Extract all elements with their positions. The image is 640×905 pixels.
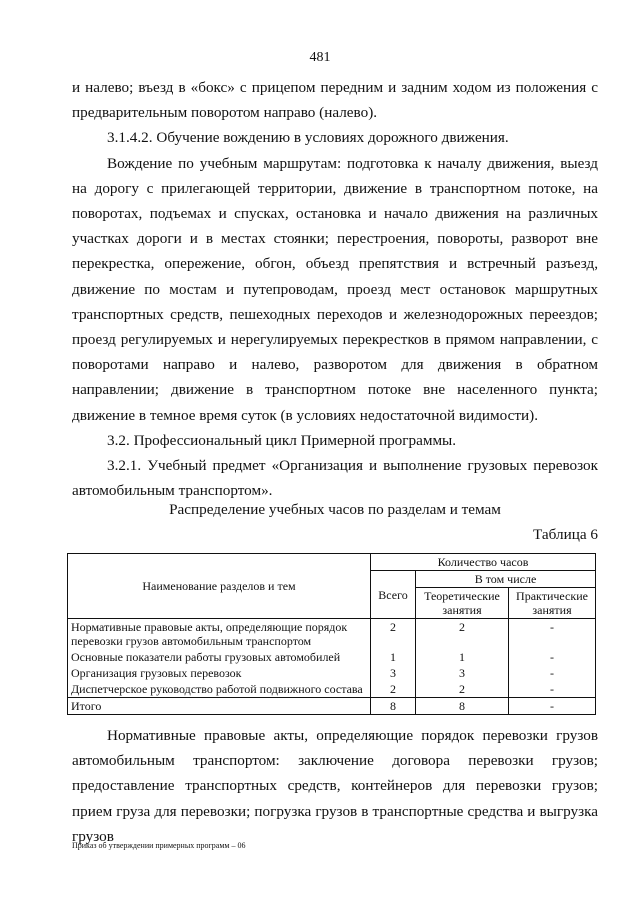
header-including: В том числе <box>416 571 596 588</box>
paragraph-continuation: и налево; въезд в «бокс» с прицепом передним и задним ходом из положения с предварительным поворотом направо (налево). <box>72 79 598 122</box>
section-heading-3-2-1: 3.2.1. Учебный предмет «Организация и выполнение грузовых перевозок автомобильным транспортом». <box>72 457 598 500</box>
row-theory: 3 <box>416 665 509 681</box>
header-name: Наименование разделов и тем <box>68 554 371 619</box>
table-row <box>68 649 596 665</box>
row-name: Организация грузовых перевозок <box>68 665 371 681</box>
body-text-top <box>72 75 598 503</box>
table-row <box>68 665 596 681</box>
row-name: Нормативные правовые акты, определяющие порядок перевозки грузов автомобильным транспортом <box>68 619 371 650</box>
row-total: 2 <box>371 681 416 698</box>
row-theory: 2 <box>416 619 509 650</box>
paragraph-regulations: Нормативные правовые акты, определяющие порядок перевозки грузов автомобильным транспортом: заключение договора перевозки грузов; предоставление транспортных средств, контейнеров для перевозки грузов; прием груза для перевозки; погрузка грузов в транспортные средства и выгрузка грузов <box>72 727 598 845</box>
total-label: Итого <box>68 698 371 715</box>
section-heading-3-2: 3.2. Профессиональный цикл Примерной программы. <box>107 431 457 449</box>
page-number: 481 <box>309 50 331 65</box>
row-name: Диспетчерское руководство работой подвижного состава <box>68 681 371 698</box>
header-hours: Количество часов <box>371 554 596 571</box>
row-practice: - <box>509 619 596 650</box>
section-heading-3-1-4-2: 3.1.4.2. Обучение вождению в условиях дорожного движения. <box>107 129 509 147</box>
total-hours: 8 <box>371 698 416 715</box>
row-theory: 2 <box>416 681 509 698</box>
table-row <box>68 681 596 698</box>
paragraph-driving-routes: Вождение по учебным маршрутам: подготовка к началу движения, выезд на дорогу с прилегающей территории, движение в транспортном потоке, на поворотах, подъемах и спусках, остановка и начало движения на различных участках дороги и в местах стоянки; перестроения, повороты, разворот вне перекрестка, опережение, обгон, объезд препятствия и встречный разъезд, движение по мостам и путепроводам, проезд мест остановок маршрутных транспортных средств, пешеходных переходов и железнодорожных переездов; проезд регулируемых и нерегулируемых перекрестков в прямом направлении, с поворотами направо и налево, разворотом для движения в обратном направлении; движение в транспортном потоке вне населенного пункта; движение в темное время суток (в условиях недостаточной видимости). <box>72 154 598 424</box>
footer-note: Приказ об утверждении примерных программ – 06 <box>72 841 246 850</box>
hours-table <box>67 553 596 715</box>
table-header-row <box>68 554 596 571</box>
row-name: Основные показатели работы грузовых автомобилей <box>68 649 371 665</box>
table-label: Таблица 6 <box>533 526 598 543</box>
row-theory: 1 <box>416 649 509 665</box>
table-caption: Распределение учебных часов по разделам и темам <box>169 501 501 518</box>
total-theory: 8 <box>416 698 509 715</box>
table-total-row <box>68 698 596 715</box>
row-total: 1 <box>371 649 416 665</box>
row-practice: - <box>509 681 596 698</box>
total-practice: - <box>509 698 596 715</box>
header-total: Всего <box>371 571 416 619</box>
header-theory: Теоретические занятия <box>416 588 509 619</box>
row-total: 3 <box>371 665 416 681</box>
row-practice: - <box>509 649 596 665</box>
header-practice: Практические занятия <box>509 588 596 619</box>
table-row <box>68 619 596 650</box>
row-total: 2 <box>371 619 416 650</box>
row-practice: - <box>509 665 596 681</box>
